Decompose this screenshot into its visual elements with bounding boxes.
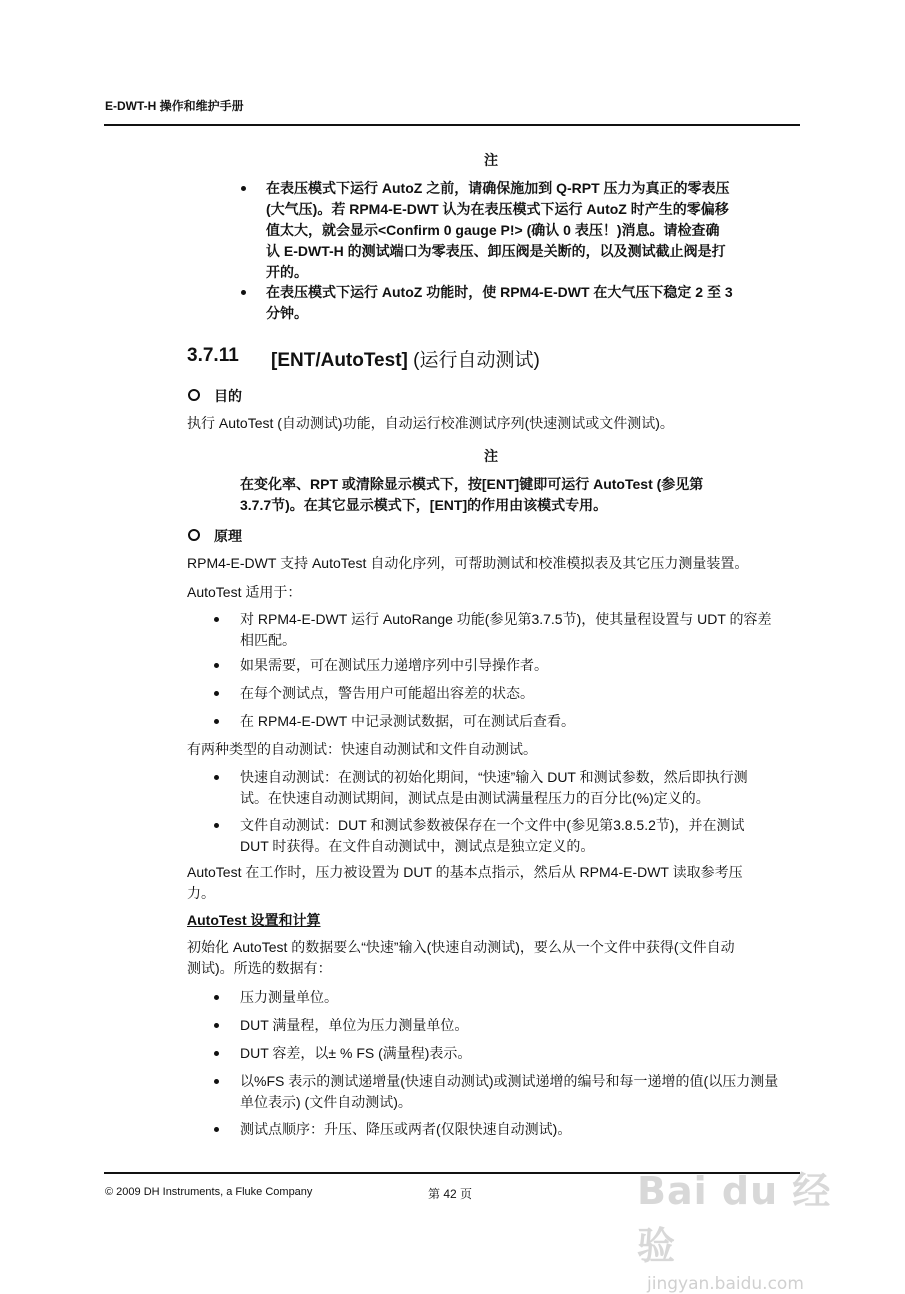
- section-title-desc: (运行自动测试): [407, 350, 540, 371]
- principle-applies: AutoTest 适用于：: [187, 584, 302, 600]
- line: 在表压模式下运行 AutoZ 之前，请确保施加到 Q-RPT 压力为真正的零表压: [266, 180, 730, 196]
- setup-item: 测试点顺序：升压、降压或两者(仅限快速自动测试)。: [240, 1121, 572, 1137]
- bullet-icon: [214, 775, 219, 780]
- setup-item: [240, 1071, 778, 1113]
- bullet-icon: [241, 186, 246, 191]
- line: 快速自动测试：在测试的初始化期间，“快速”输入 DUT 和测试参数，然后即执行测: [240, 769, 748, 785]
- footer-copyright: © 2009 DH Instruments, a Fluke Company: [105, 1186, 313, 1198]
- watermark-site: jingyan.baidu.com: [647, 1274, 804, 1294]
- bullet-icon: [241, 290, 246, 295]
- line: 文件自动测试：DUT 和测试参数被保存在一个文件中(参见第3.8.5.2节)，并在测试: [240, 817, 745, 833]
- page-number: 第 42 页: [428, 1187, 473, 1201]
- setup-intro: [187, 937, 735, 979]
- setup-item: 压力测量单位。: [240, 989, 338, 1005]
- baidu-watermark: [637, 1160, 847, 1294]
- line: (大气压)。若 RPM4-E-DWT 认为在表压模式下运行 AutoZ 时产生的零偏移: [266, 201, 729, 217]
- autotest-work: [187, 862, 743, 904]
- circle-bullet-icon: [188, 529, 200, 541]
- bullet-icon: [214, 691, 219, 696]
- purpose-text: 执行 AutoTest (自动测试)功能，自动运行校准测试序列(快速测试或文件测试)。: [187, 415, 674, 431]
- line: 初始化 AutoTest 的数据要么“快速”输入(快速自动测试)，要么从一个文件中获得(文件自动: [187, 939, 735, 955]
- principle-intro: RPM4-E-DWT 支持 AutoTest 自动化序列，可帮助测试和校准模拟表及其它压力测量装置。: [187, 555, 749, 571]
- setup-item: DUT 满量程，单位为压力测量单位。: [240, 1017, 469, 1033]
- watermark-brand: Bai du 经验: [637, 1169, 832, 1268]
- type-item: [240, 815, 745, 857]
- note1-item-2: [266, 282, 733, 324]
- note-title: 注: [484, 448, 498, 464]
- bullet-icon: [214, 1051, 219, 1056]
- circle-bullet-icon: [188, 389, 200, 401]
- line: 在变化率、RPT 或清除显示模式下，按[ENT]键即可运行 AutoTest (参见第: [240, 476, 704, 492]
- note1-item-1: [266, 178, 730, 283]
- line: 单位表示) (文件自动测试)。: [240, 1094, 412, 1110]
- principle-heading: 原理: [214, 528, 242, 544]
- line: 分钟。: [266, 305, 308, 321]
- section-title-command: [ENT/AutoTest]: [271, 350, 408, 371]
- line: 对 RPM4-E-DWT 运行 AutoRange 功能(参见第3.7.5节)，使其量程设置与 UDT 的容差: [240, 611, 772, 627]
- test-types: 有两种类型的自动测试：快速自动测试和文件自动测试。: [187, 741, 537, 757]
- running-header: E-DWT-H 操作和维护手册: [105, 99, 244, 113]
- bullet-icon: [214, 617, 219, 622]
- line: 开的。: [266, 264, 308, 280]
- bullet-icon: [214, 1127, 219, 1132]
- section-number: 3.7.11: [187, 345, 239, 366]
- purpose-heading: 目的: [214, 388, 242, 404]
- bullet-icon: [214, 823, 219, 828]
- line: 3.7.7节)。在其它显示模式下，[ENT]的作用由该模式专用。: [240, 497, 608, 513]
- line: DUT 时获得。在文件自动测试中，测试点是独立定义的。: [240, 838, 595, 854]
- applies-item: 在每个测试点，警告用户可能超出容差的状态。: [240, 685, 534, 701]
- note-title: 注: [484, 152, 498, 168]
- line: 力。: [187, 885, 215, 901]
- line: 以%FS 表示的测试递增量(快速自动测试)或测试递增的编号和每一递增的值(以压力测量: [240, 1073, 779, 1089]
- note2-text: [240, 474, 703, 516]
- bullet-icon: [214, 719, 219, 724]
- applies-item: [240, 609, 772, 651]
- bullet-icon: [214, 663, 219, 668]
- bullet-icon: [214, 1079, 219, 1084]
- line: 测试)。所选的数据有：: [187, 960, 332, 976]
- header-rule: [104, 124, 800, 126]
- line: 相匹配。: [240, 632, 296, 648]
- setup-item: DUT 容差，以± % FS (满量程)表示。: [240, 1045, 472, 1061]
- line: AutoTest 在工作时，压力被设置为 DUT 的基本点指示，然后从 RPM4-E-DWT 读取参考压: [187, 864, 743, 880]
- applies-item: 如果需要，可在测试压力递增序列中引导操作者。: [240, 657, 548, 673]
- line: 认 E-DWT-H 的测试端口为零表压、卸压阀是关断的，以及测试截止阀是打: [266, 243, 726, 259]
- line: 值太大，就会显示<Confirm 0 gauge P!> (确认 0 表压！)消息。请检查确: [266, 222, 720, 238]
- bullet-icon: [214, 995, 219, 1000]
- section-title: [271, 345, 540, 372]
- setup-heading: AutoTest 设置和计算: [187, 912, 321, 928]
- bullet-icon: [214, 1023, 219, 1028]
- line: 在表压模式下运行 AutoZ 功能时，使 RPM4-E-DWT 在大气压下稳定 2 至 3: [266, 284, 733, 300]
- line: 试。在快速自动测试期间，测试点是由测试满量程压力的百分比(%)定义的。: [240, 790, 710, 806]
- applies-item: 在 RPM4-E-DWT 中记录测试数据，可在测试后查看。: [240, 713, 575, 729]
- type-item: [240, 767, 748, 809]
